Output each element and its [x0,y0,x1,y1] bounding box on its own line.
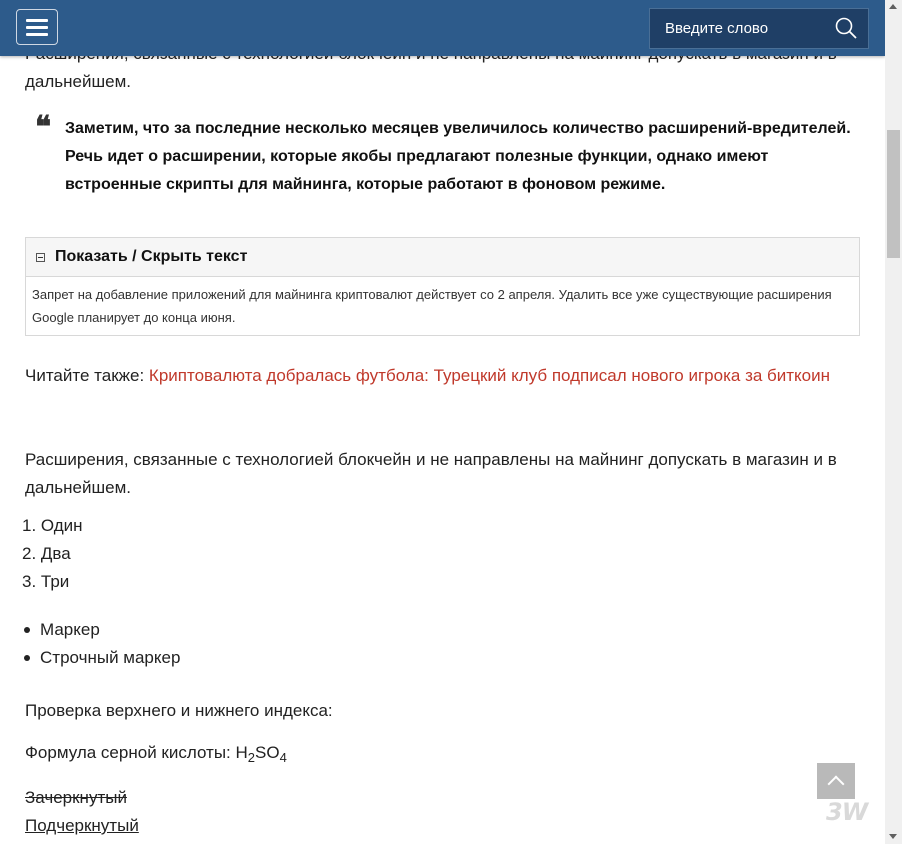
read-also [25,362,855,390]
hamburger-menu-button[interactable] [16,9,58,45]
supsub-heading: Проверка верхнего и нижнего индекса: [25,701,333,720]
ordered-list [22,512,83,596]
list-item: 3. Три [22,572,70,591]
search-box [649,8,869,49]
search-input[interactable] [650,9,830,48]
strikethrough-text: Зачеркнутый [25,788,127,807]
list-item: 1. Один [22,516,83,535]
quote-text: Заметим, что за последние несколько месяцев увеличилось количество расширений-вредителей. Речь идет о расширении, которые якобы предлагают полезные функции, однако имеют встроенные скрипты для майнинга, которые работают в фоновом режиме. [65,120,851,193]
bullet-list [21,616,180,672]
search-icon[interactable] [834,16,858,40]
scroll-thumb[interactable] [887,130,900,258]
list-item: Строчный маркер [21,644,180,672]
blockquote [35,110,865,199]
formula-so: SO [255,743,280,762]
scroll-down-icon[interactable] [889,834,897,839]
underlined-text: Подчеркнутый [25,816,139,835]
top-navbar [0,0,885,56]
list-item: Маркер [21,616,180,644]
intro-paragraph: дальнейшем. [25,72,131,91]
spoiler-title[interactable]: Показать / Скрыть текст [55,248,248,265]
body-paragraph: Расширения, связанные с технологией блокчейн и не направлены на майнинг допускать в магазин и в дальнейшем. [25,450,837,497]
quote-icon: ❝ [35,110,52,145]
collapse-icon[interactable] [36,253,45,262]
site-logo: 3W [826,798,868,826]
formula-label: Формула серной кислоты: [25,743,236,762]
back-to-top-button[interactable] [817,763,855,799]
list-item: 2. Два [22,544,71,563]
formula-subscript: 4 [279,750,287,765]
spoiler-header[interactable] [26,238,859,277]
spoiler-body: Запрет на добавление приложений для майнинга криптовалют действует со 2 апреля. Удалить все уже существующие расширения Google планирует до конца июня. [32,287,832,325]
spoiler-box [25,237,860,336]
hamburger-icon [26,19,48,22]
page-scrollbar[interactable] [885,0,902,844]
formula-line [25,739,287,768]
formula-h: H [235,743,248,762]
scroll-up-icon[interactable] [889,4,897,9]
formula-subscript: 2 [247,750,255,765]
read-also-link[interactable]: Криптовалюта добралась футбола: Турецкий клуб подписал нового игрока за биткоин [148,366,831,385]
read-also-label: Читайте также: [25,366,145,385]
